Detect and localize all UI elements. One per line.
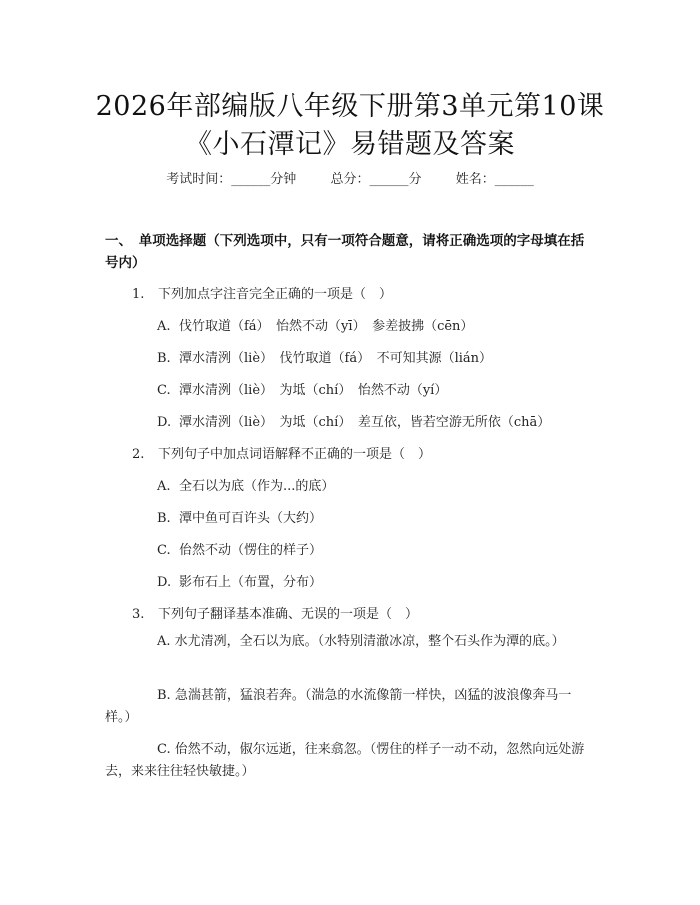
student-name-label: 姓名：______ <box>455 172 534 187</box>
option-letter: C. <box>157 742 171 757</box>
option-text: 全石以为底（作为...的底） <box>179 479 335 494</box>
option-text: 佁然不动，俶尔远逝，往来翕忽。（愣住的样子一动不动，忽然向远处游去，来来往往轻快敏捷。） <box>105 742 585 779</box>
exam-meta <box>0 168 700 187</box>
question-number: 1. <box>132 287 145 302</box>
option-letter: D. <box>157 575 172 590</box>
option-text: 伐竹取道（fá） 怡然不动（yī） 参差披拂（cēn） <box>179 319 474 334</box>
option-text: 潭中鱼可百许头（大约） <box>179 511 323 526</box>
option-text: 影布石上（布置，分布） <box>179 575 323 590</box>
option-letter: A. <box>157 319 171 334</box>
option-letter: B. <box>157 351 171 366</box>
question-3-option-b <box>105 685 595 729</box>
option-text: 急湍甚箭，猛浪若奔。（湍急的水流像箭一样快，凶猛的波浪像奔马一样。） <box>105 688 572 725</box>
question-stem: 下列句子翻译基本准确、无误的一项是（ ） <box>158 607 419 622</box>
question-2 <box>132 443 431 462</box>
section-heading: 一、 单项选择题（下列选项中，只有一项符合题意，请将正确选项的字母填在括号内） <box>105 233 585 271</box>
document-title-line-2: 《小石潭记》易错题及答案 <box>185 129 515 160</box>
question-1-option-d <box>157 411 550 430</box>
question-1-option-a <box>157 315 473 334</box>
question-number: 2. <box>132 447 145 462</box>
question-number: 3. <box>132 607 145 622</box>
question-stem: 下列加点字注音完全正确的一项是（ ） <box>158 287 393 302</box>
document-title-line-1: 2026年部编版八年级下册第3单元第10课 <box>95 91 605 122</box>
option-text: 潭水清洌（liè） 为坻（chí） 差互依，皆若空游无所依（chā） <box>179 415 551 430</box>
question-2-option-d <box>157 571 322 590</box>
exam-time-label: 考试时间：______分钟 <box>166 172 297 187</box>
option-letter: C. <box>157 543 171 558</box>
question-3-option-a <box>105 631 595 653</box>
option-text: 水尤清冽，全石以为底。（水特别清澈冰凉，整个石头作为潭的底。） <box>174 634 565 649</box>
question-1-option-b <box>157 347 492 366</box>
option-letter: C. <box>157 383 171 398</box>
question-stem: 下列句子中加点词语解释不正确的一项是（ ） <box>158 447 432 462</box>
question-1-option-c <box>157 379 447 398</box>
option-letter: A. <box>157 479 171 494</box>
option-text: 佁然不动（愣住的样子） <box>179 543 323 558</box>
question-2-option-a <box>157 475 334 494</box>
option-letter: B. <box>157 688 171 703</box>
question-3 <box>132 603 418 622</box>
question-2-option-c <box>157 539 322 558</box>
total-score-label: 总分：______分 <box>330 172 422 187</box>
option-text: 潭水清洌（liè） 为坻（chí） 怡然不动（yí） <box>179 383 448 398</box>
question-2-option-b <box>157 507 322 526</box>
question-1 <box>132 283 392 302</box>
option-letter: D. <box>157 415 172 430</box>
question-3-option-c <box>105 739 595 783</box>
option-letter: A. <box>157 634 171 649</box>
option-letter: B. <box>157 511 171 526</box>
option-text: 潭水清洌（liè） 伐竹取道（fá） 不可知其源（lián） <box>179 351 493 366</box>
